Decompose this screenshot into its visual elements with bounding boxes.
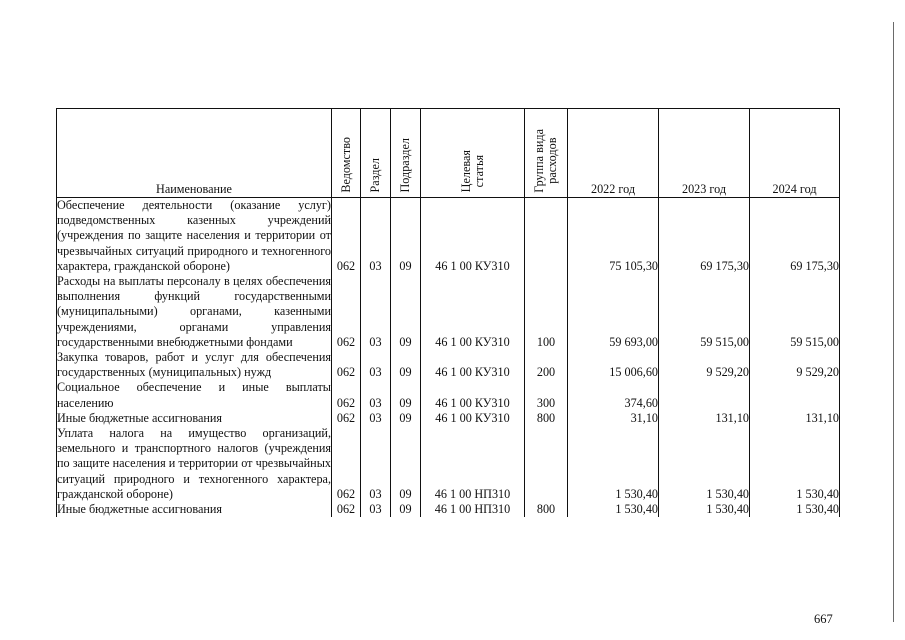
row-tselevaya: 46 1 00 НП310 — [421, 426, 525, 502]
row-2023: 59 515,00 — [659, 274, 750, 350]
table-row — [57, 198, 840, 275]
row-podrazdel: 09 — [391, 350, 421, 380]
row-gruppa: 200 — [525, 350, 568, 380]
row-tselevaya: 46 1 00 КУ310 — [421, 350, 525, 380]
row-razdel: 03 — [361, 411, 391, 426]
header-razdel: Раздел — [361, 109, 391, 198]
row-razdel: 03 — [361, 380, 391, 410]
table-row — [57, 502, 840, 517]
row-podrazdel: 09 — [391, 411, 421, 426]
row-2024 — [750, 380, 840, 410]
table-row — [57, 274, 840, 350]
row-vedomstvo: 062 — [332, 350, 361, 380]
row-tselevaya: 46 1 00 КУ310 — [421, 380, 525, 410]
page-number: 667 — [814, 612, 833, 626]
row-gruppa: 800 — [525, 502, 568, 517]
row-name: Расходы на выплаты персоналу в целях обеспечения выполнения функций государственными (муниципальными) органами, казенными учреждениями, органами управления государственными внебюджетными фондами — [57, 274, 331, 349]
row-gruppa — [525, 198, 568, 275]
row-tselevaya: 46 1 00 КУ310 — [421, 198, 525, 275]
row-2023: 9 529,20 — [659, 350, 750, 380]
row-vedomstvo: 062 — [332, 274, 361, 350]
header-name: Наименование — [57, 109, 332, 198]
row-tselevaya: 46 1 00 КУ310 — [421, 411, 525, 426]
header-year-2022: 2022 год — [568, 109, 659, 198]
row-vedomstvo: 062 — [332, 426, 361, 502]
row-name: Закупка товаров, работ и услуг для обеспечения государственных (муниципальных) нужд — [57, 350, 331, 380]
row-2024: 59 515,00 — [750, 274, 840, 350]
header-podrazdel: Подраздел — [391, 109, 421, 198]
row-podrazdel: 09 — [391, 426, 421, 502]
row-2024: 69 175,30 — [750, 198, 840, 275]
header-gruppa-vida-rashodov: Группа вида расходов — [525, 109, 568, 198]
table-row — [57, 350, 840, 380]
row-gruppa — [525, 426, 568, 502]
row-2023: 1 530,40 — [659, 502, 750, 517]
header-year-2023: 2023 год — [659, 109, 750, 198]
row-razdel: 03 — [361, 274, 391, 350]
row-name: Социальное обеспечение и иные выплаты населению — [57, 380, 331, 410]
row-podrazdel: 09 — [391, 274, 421, 350]
row-vedomstvo: 062 — [332, 380, 361, 410]
row-2024: 1 530,40 — [750, 502, 840, 517]
row-2022: 15 006,60 — [568, 350, 659, 380]
row-tselevaya: 46 1 00 КУ310 — [421, 274, 525, 350]
table-row — [57, 380, 840, 410]
budget-table — [56, 108, 840, 517]
row-name: Уплата налога на имущество организаций, земельного и транспортного налогов (учреждения по защите населения и территории от чрезвычайных ситуаций природного и техногенного характера, гражданской обороне) — [57, 426, 331, 501]
header-year-2024: 2024 год — [750, 109, 840, 198]
row-podrazdel: 09 — [391, 502, 421, 517]
row-2022: 59 693,00 — [568, 274, 659, 350]
row-gruppa: 800 — [525, 411, 568, 426]
row-vedomstvo: 062 — [332, 502, 361, 517]
row-vedomstvo: 062 — [332, 411, 361, 426]
row-2022: 31,10 — [568, 411, 659, 426]
row-2023: 69 175,30 — [659, 198, 750, 275]
row-2022: 374,60 — [568, 380, 659, 410]
row-2022: 1 530,40 — [568, 502, 659, 517]
row-2023: 1 530,40 — [659, 426, 750, 502]
row-2022: 1 530,40 — [568, 426, 659, 502]
row-vedomstvo: 062 — [332, 198, 361, 275]
row-2024: 131,10 — [750, 411, 840, 426]
row-2023: 131,10 — [659, 411, 750, 426]
row-name: Обеспечение деятельности (оказание услуг) подведомственных казенных учреждений (учреждения по защите населения и территории от чрезвычайных ситуаций природного и техногенного характера, гражданской обороне) — [57, 198, 331, 273]
row-2022: 75 105,30 — [568, 198, 659, 275]
header-tselevaya-statya: Целевая статья — [421, 109, 525, 198]
row-podrazdel: 09 — [391, 198, 421, 275]
row-2024: 1 530,40 — [750, 426, 840, 502]
row-razdel: 03 — [361, 198, 391, 275]
row-name: Иные бюджетные ассигнования — [57, 502, 332, 517]
row-razdel: 03 — [361, 426, 391, 502]
table-header-row — [57, 109, 840, 198]
table-row — [57, 426, 840, 502]
row-tselevaya: 46 1 00 НП310 — [421, 502, 525, 517]
row-2024: 9 529,20 — [750, 350, 840, 380]
row-gruppa: 300 — [525, 380, 568, 410]
row-razdel: 03 — [361, 502, 391, 517]
page-edge-line — [893, 22, 894, 622]
row-2023 — [659, 380, 750, 410]
table-row — [57, 411, 840, 426]
row-gruppa: 100 — [525, 274, 568, 350]
row-name: Иные бюджетные ассигнования — [57, 411, 332, 426]
row-razdel: 03 — [361, 350, 391, 380]
header-vedomstvo: Ведомство — [332, 109, 361, 198]
row-podrazdel: 09 — [391, 380, 421, 410]
